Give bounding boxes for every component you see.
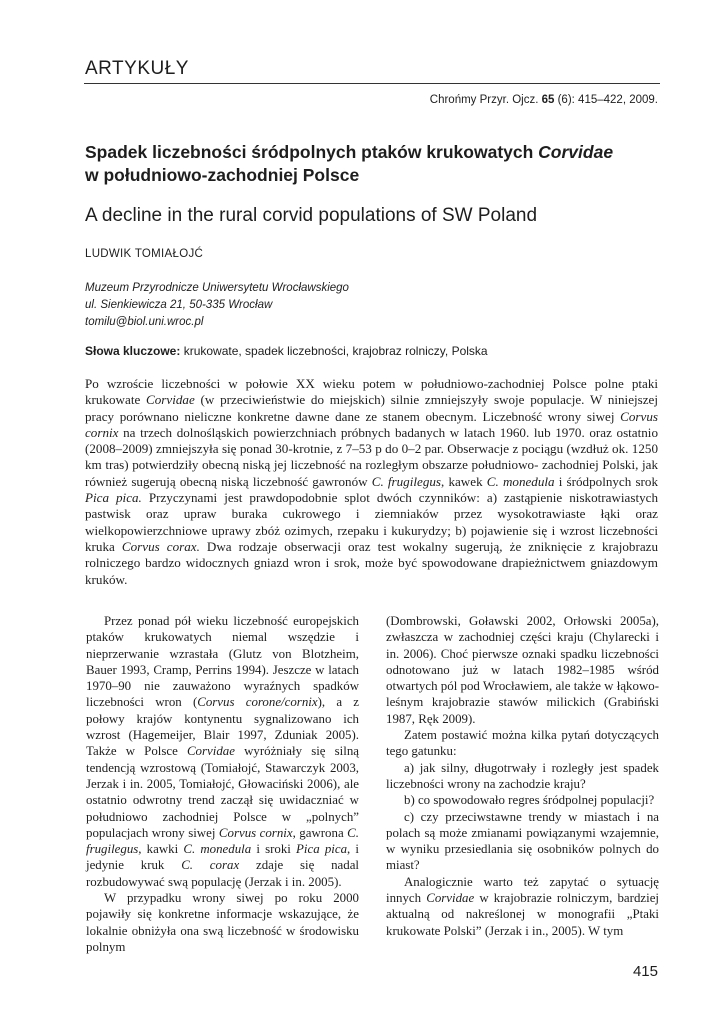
citation-volume: 65 — [541, 94, 555, 106]
header-divider — [84, 83, 660, 84]
article-title-english: A decline in the rural corvid populations of SW Poland — [85, 205, 538, 226]
body-paragraph: (Dombrowski, Goławski 2002, Orłowski 2005a), zwłaszcza w zachodniej części kraju (Chylarecki i in. 2006). Choć pierwsze oznaki spadku liczebności odnotowano już w latach 1982–1985 wśród otwartych pól pod Wrocławiem, ale także w łąkowo-leśnym krajobrazie stawów milickich (Grabiński 1987, Ręk 2009). — [386, 614, 659, 726]
body-paragraph: W przypadku wrony siwej po roku 2000 pojawiły się konkretne informacje wskazujące, że lokalnie obniżyła ona swą liczebność w środowisku polnym — [86, 891, 359, 954]
body-column-left — [86, 613, 359, 955]
body-column-right — [386, 613, 659, 939]
abstract: Po wzroście liczebności w połowie XX wieku potem w południowo-zachodniej Polsce polne ptaki krukowate Corvidae (w przeciwieństwie do miejskich) silnie zmniejszyły swoje populacje. W niniejszej pracy porównano nieliczne konkretne dawne dane ze stanem obecnym. Liczebność wrony siwej Corvus cornix na trzech dolnośląskich powierzchniach próbnych badanych w latach 1960. lub 1970. oraz ostatnio (2008–2009) zmniejszyła się ponad 30-krotnie, z 7–53 p do 0–2 par. Obserwacje z pociągu (wzdłuż ok. 1250 km tras) potwierdziły obecną niską jej liczebność na rozległym obszarze południowo- zachodniej Polski, jak również sugerują obecną niską liczebność gawronów C. frugilegus, kawek C. monedula i śródpolnych srok Pica pica. Przyczynami jest prawdopodobnie splot dwóch czynników: a) zastąpienie niskotrawiastych pastwisk oraz upraw buraka cukrowego i ziemniaków przez wysokotrawiaste łąki oraz wielkopowierzchniowe uprawy zbóż ozimych, rzepaku i kukurydzy; b) pojawienie się i wzrost liczebności kruka Corvus corax. Dwa rodzaje obserwacji oraz test wokalny sugerują, że zniknięcie z krajobrazu rolniczego bardzo widocznych gniazd wron i srok, może być spowodowane drapieżnictwem gniazdowym kruków. — [85, 376, 658, 587]
body-paragraph: Zatem postawić można kilka pytań dotyczących tego gatunku: — [386, 728, 659, 759]
question-c: c) czy przeciwstawne trendy w miastach i na polach są może zmianami powiązanymi wzajemnie, w wyniku przesiedlania się osobników polnych do miast? — [386, 809, 659, 873]
body-paragraph: Przez ponad pół wieku liczebność europejskich ptaków krukowatych niemal wszędzie i nieprzerwanie wzrastała (Glutz von Blotzheim, Bauer 1993, Cramp, Perrins 1994). Jeszcze w latach 1970–90 nie zauważono wyraźnych spadków liczebności wron (Corvus corone/cornix), a z połowy krajów kontynentu sygnalizowano ich wzrost (Hagemeijer, Blair 1997, Zduniak 2005). Także w Polsce Corvidae wyróżniały się silną tendencją wzrostową (Tomiałojć, Stawarczyk 2003, Jerzak i in. 2005, Tomiałojć, Głowaciński 2006), ale ostatnio odwrotny trend zaczął się uwidaczniać w południowo zachodniej Polsce w „polnych” populacjach wrony siwej Corvus cornix, gawrona C. frugilegus, kawki C. monedula i sroki Pica pica, i jedynie kruk C. corax zdaje się nadal rozbudowywać swą populację (Jerzak i in. 2005). — [86, 614, 360, 889]
page-number: 415 — [632, 963, 658, 980]
journal-citation: Chrońmy Przyr. Ojcz. 65 (6): 415–422, 2009. — [429, 94, 658, 106]
author-name: LUDWIK TOMIAŁOJĆ — [85, 248, 204, 260]
question-b: b) co spowodowało regres śródpolnej populacji? — [404, 793, 655, 808]
author-affiliation — [85, 280, 349, 331]
keywords-label: Słowa kluczowe: — [85, 344, 181, 358]
section-label: ARTYKUŁY — [85, 58, 189, 79]
article-title-polish: Spadek liczebności śródpolnych ptaków krukowatych Corvidae w południowo-zachodniej Polsce — [85, 142, 614, 185]
affiliation-email: tomilu@biol.uni.wroc.pl — [85, 316, 204, 328]
affiliation-address: ul. Sienkiewicza 21, 50-335 Wrocław — [85, 299, 273, 311]
affiliation-institution: Muzeum Przyrodnicze Uniwersytetu Wrocławskiego — [85, 282, 349, 294]
question-a: a) jak silny, długotrwały i rozległy jest spadek liczebności wrony na zachodzie kraju? — [386, 760, 659, 791]
body-paragraph: Analogicznie warto też zapytać o sytuację innych Corvidae w krajobrazie rolniczym, bardziej aktualną od nakreślonej w monografii „Ptaki krukowate Polski” (Jerzak i in., 2005). W tym — [386, 874, 659, 938]
keywords: Słowa kluczowe: krukowate, spadek liczebności, krajobraz rolniczy, Polska — [85, 344, 488, 358]
